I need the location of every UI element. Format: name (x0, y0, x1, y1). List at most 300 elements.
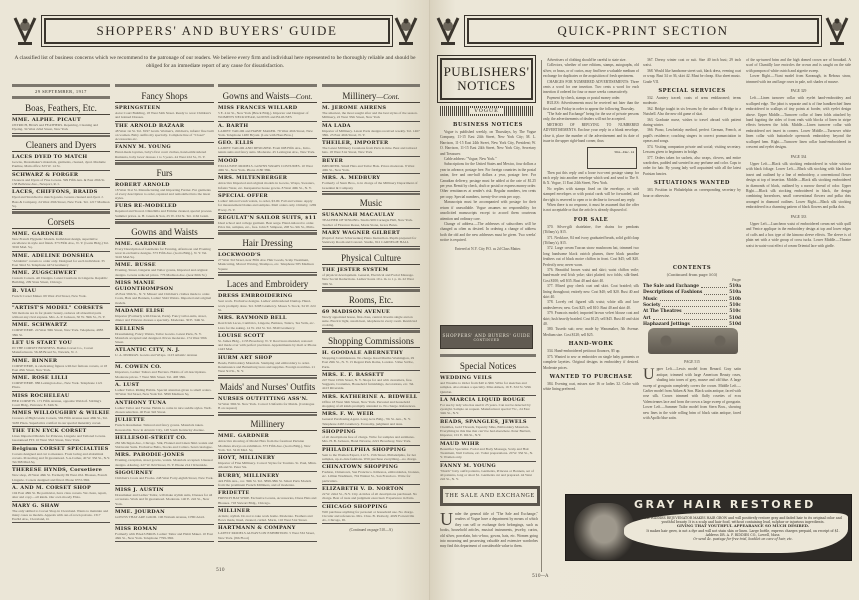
issue-date: 29 SEPTEMBER, 1917 (35, 89, 87, 94)
category-heading (218, 417, 317, 431)
listing-detail: Hand-made layettes, baby's first court clothes, hand-embroidered Rumania, baby laces' dresses 1 to 3 years. 44 West 22d St., N. Y. (115, 150, 207, 159)
description-text: Upper Left.—Black silk stocking embroidered in white wisteria with black foliage. Lower Left.—Black silk stocking with black lace insert and outlined by a line of embroidery, a conventional flower design at top of insertion. Middle.—Black silk stocking embroidered in diamonds of black, outlined by a narrow thread of color. Upper Right.—Black silk stocking embroidered in black, the design combining horseshoes, small conventional flowers and polka dots arranged in diamond outlines. Lower Right.—Black silk stocking embroidered in a charming pattern of black flowers and polka dots. (746, 161, 851, 210)
listing-entry (12, 171, 110, 189)
listing-detail: Children's Coats and Frocks. 248 West Forty-eighth Street, New York. (115, 475, 214, 480)
services-column (643, 58, 741, 199)
listing-detail: 27 West 3rd Street, near Fifth Ave. Hair Goods, Scalp Treatment, Manicuring, Marcel Waving, Shampoo, etc. Telephone 585 Madison Square (218, 257, 314, 271)
section-heading: FOR SALE (573, 216, 609, 223)
description-text: Upper Left.—Luncheon waist of embroidered cream net with quill and Venice applique in the embroidery design at top and lower edges of cuffs and a box type of the kimono sleeve effects. The sleeve is of plain net with a wide group of cross tucks. Lower Middle.—Theatre waist in waist-coat effect of cream Oriental lace with girdle. (746, 221, 851, 248)
category-heading (115, 225, 214, 239)
page-header (44, 18, 390, 44)
listing-detail: 282 Michigan Ave., Chicago. Silk, Flannel and Linen Shirt-waists and Shirtwaist Suits. Exclusive Belts, Stocks and Collars. Send catalogue. (115, 440, 214, 450)
category-title: Music (359, 198, 383, 209)
listing-entry (322, 229, 420, 247)
numbered-ad: 375. Wanted to sew or embroider on single baby garments or complete layettes. Original designs in embroidery if desired. Moderate prices. (543, 354, 639, 370)
listing-entry (115, 104, 214, 122)
dot-leader (660, 297, 727, 301)
listing-entry (322, 485, 420, 503)
listing-name: GEO. ELLIS (218, 140, 254, 147)
listing-detail: The Latest Millinery Creations from Paris in time. Best and tailored hats. 18 West 31st Street, New York (322, 146, 417, 155)
listing-detail: Ladies' Tailor and Furrier. Habits to come in nice saddle styles. Well-chosen selection. 40 East 32d Street. (115, 405, 212, 414)
listing-entry (12, 374, 110, 392)
listing-detail: Dressmaker and Ladies' Tailor, will make stylish suits, Dresses for all occasions. Work and fit guaranteed. Moderate. 140 E. 22d St., New York. (115, 492, 213, 506)
notice-paragraph: Change of address.—The addresses of subscribers will be changed as often as desired. In ordering a change of address both the old and the new addresses must be given. Two weeks' notice is required. (440, 221, 536, 243)
listing-entry (322, 349, 420, 371)
category-heading (218, 380, 317, 394)
listing-detail: Chenilles, Gold Threads, Tapestry Silks, Embroidery Materials. Everything in this line that can't be had elsewhere. Peter Bertlett, Importer, 101 E. 9th St., N.Y. (440, 424, 531, 438)
listing-entry (440, 374, 536, 396)
shoppers-guide-continued-box (440, 325, 533, 349)
descriptions-column (746, 58, 851, 249)
listing-name: HELLESOE-STREIT CO. (115, 434, 187, 441)
page-label: Page (731, 278, 741, 283)
category-title: Furs (156, 167, 173, 178)
listing-name: MOOD (218, 157, 238, 164)
listing-entry (12, 502, 110, 524)
divider (12, 135, 110, 138)
listing-entry (440, 440, 536, 462)
listing-detail: HER CORSETS. 171 Fifth Avenue, opposite Waldorf. Stirling's Court Bldg., Entrance E. 34th St. (12, 398, 102, 408)
listing-name: HURM ART SHOP (218, 354, 273, 361)
listing-name: A. BARTH (218, 122, 249, 129)
contents-label: Music (643, 296, 658, 302)
category-heading: Special Notices (440, 359, 536, 373)
listing-detail: IMPORTER. Small Hats and Tailor Hats. Prices moderate. 8 West 40th St., New York. (322, 163, 415, 173)
category-title: Millinery (342, 91, 377, 101)
listing-entry (218, 432, 317, 454)
contents-page: 510c (729, 309, 741, 315)
notice-paragraph: Cable address: "Vogue, New York." (444, 157, 497, 162)
listing-entry (115, 240, 214, 262)
listing-name: FANNY M. YOUNG (115, 144, 171, 151)
listing-detail: Real Irish Laces, Cambrics, Lingerie, Batistes, Tunics, Tea Veils, etc. Lists for the asking. 14 W. 22d St. Tel. 3840 Gramercy. (218, 321, 315, 330)
column-rule (541, 492, 542, 572)
listing-entry (115, 434, 214, 452)
category-title: Hair Dressing (242, 237, 293, 248)
vogue-emblem-icon (436, 14, 460, 48)
guide-column-2 (115, 82, 214, 542)
vogue-emblem-icon (825, 14, 849, 48)
listing-name: MME. ALPHE. PICAUT (12, 117, 81, 123)
fashion-text: pper Left.—Lewis model from Renard. Gray satin antique, trimmed with large American Beauty roses, shading into tones of grey, mauve and old blue. A large sweep of grosgrain completely covers the crown. Middle Left.—Carlier model from Aitken & Son. Black satin antique, faced with rose silk. Crown trimmed with fluffy rosettes of ecru Valenciennes lace and from the crown a large sweep of grosgrain. Lower Left.—Summer Tailor model from Stern Bros., showing new lines in the wide rolling brim of black satin antique, faced with Apollo blue satin. (643, 367, 741, 421)
divider (322, 84, 420, 87)
numbered-ad: 372. Large cream Tuscan straw mushroom hat, trimmed two long handsome black ostrich plumes, three black paradise feathers out of black moire chiffon in front. Cost $45; sell $20. Perfectly new; never worn. (543, 246, 639, 267)
listing-name: MRS. RAYMOND BELL (218, 315, 287, 322)
listing-entry (12, 116, 110, 134)
listing-entry (115, 399, 214, 417)
listing-name: MISS J. AUSTIN (115, 486, 164, 493)
listing-detail: CORSETIERE. 886 Lexington Ave., New York. Telephone 1121 Plaza. (12, 381, 103, 390)
listing-name: THERESE HYNDS, Corsetiere (12, 467, 103, 474)
listing-name: MRS. A. MEDBURY (322, 175, 381, 182)
listing-detail: Cleaners and Dyers of Fine Gowns. 599 Fifth Ave. & East 28th St. 138 Bellevue Ave., Newport, R. I. (12, 177, 106, 186)
box-title: THE SALE AND EXCHANGE (445, 493, 535, 499)
listing-entry (218, 332, 317, 354)
divider (115, 221, 214, 224)
divider (322, 193, 420, 196)
listing-entry (440, 462, 536, 482)
listing-name: SPECIAL OFFER (218, 192, 268, 199)
contents-label: Descriptions of Fashions (643, 290, 703, 296)
page-title: SHOPPERS' AND BUYERS' GUIDE (96, 23, 338, 38)
listing-detail: 104 East 48th St. Be particular, have class corsets. We clean, repair, alter and copy—all kinds. Our own moody Elsia. (12, 490, 107, 500)
guide-column-4 (322, 82, 420, 534)
listing-detail: Will purchase anything for personal or household use. No charge. Circular and references. Mrs. Chas. B. Peabody, 4029 Forrestville Av., Chicago, Ill. (322, 509, 415, 523)
listing-name: FURS RE-MODELED (115, 203, 177, 210)
listing-name: SIGOURNEY (115, 469, 153, 476)
listing-entry (12, 321, 110, 339)
listing-entry (12, 287, 110, 304)
listing-entry (115, 381, 214, 399)
listing-detail: Attractive Imported and original models in Gowns, Wraps, Sweaters, Infants' Wear, etc. Inexpensive house gowns. 8 West 49th St., N. Y. (218, 181, 315, 190)
exchange-paragraph: "The Sale and Exchange" being for the use of private persons only, the advertisements of dealers will not be accepted. (543, 112, 639, 122)
listing-entry (12, 484, 110, 502)
listing-name: JULIETTE (115, 417, 145, 424)
contents-label: Society (643, 303, 661, 309)
listing-detail: Beads, Embroidery Materials. Stamping and embroidery to order. Renaissance and Battenburg laces and supplies. Foreign novelties. 21 West 3rd St., N. Y. (218, 360, 316, 374)
numbered-ad: 383. Position in Philadelphia as corresponding secretary by hour or otherwise. (643, 188, 741, 198)
listing-entry (322, 157, 420, 175)
listing-entry (322, 446, 420, 464)
listing-detail: St. James Bldg., 1133 Broadway, N. Y. Real laces mended, restored and made over with perfect precision. Appointments by mail or Phone 1443 Mad. (218, 338, 317, 352)
ad-text: Or send 4c. postage for free trial, booklet on care of hair, etc. (693, 537, 793, 542)
listing-entry (218, 472, 317, 490)
numbered-ad: 377. Orders taken for sachets, also wraps, clovers, and entire wardrobes, padded and scented in any perfume and color. Caps to order for hair. By young lady well acquainted with all the latest Parisian fancies. (643, 155, 741, 176)
exchange-paragraph: No replies with stamps fixed on the envelope, or with stamped envelopes or with postal cards will be forwarded, and the right is reserved to open or to decline to forward any reply. (543, 186, 639, 202)
listing-detail: of physical development. General, Electrical and Facial Massage. New Social Reductions. Ladies' hours 10 a. m. to 1 p. m. 22 West 39th St. (322, 273, 414, 286)
listing-detail: Repaired and Stored. Chinchilla and Ermine cleaned, special process. Summer prices. A. H. Green & Son, 25 W. 23d St. Tel. 1162 Gram. (115, 209, 213, 218)
listing-name: MRS. F. W. WEIR (322, 411, 374, 418)
category-heading (12, 101, 110, 115)
sale-exchange-intro (440, 509, 538, 550)
listing-name: MARY G. SHAW (12, 502, 60, 509)
ad-text: It makes hair grow, is not a dye and will not stain skin or linen. Large bottle, express charges prepaid, on receipt of $1. (646, 528, 840, 533)
listing-entry (115, 122, 214, 144)
listing-name: THE ARNOLD BAZAAR (115, 122, 185, 129)
listing-detail: Importer of Fine Millinery. Correct Styles for Tourists. St. Paul, Minn. 4th and St. Peter Sts. (218, 461, 317, 470)
contents-page: 510b (729, 296, 741, 302)
divider (12, 84, 110, 87)
listing-name: CHINATOWN SHOPPING (322, 464, 399, 471)
dot-leader (684, 309, 728, 313)
listing-detail: 5 E. 41st St., New York (Bruck Bldg.). Importer and Designer of WOMEN'S NECKWEAR, GOWNS and BLOUSES (218, 111, 309, 120)
listing-name: HOYT, MILLINERY (218, 455, 275, 462)
contents-page: 510a (729, 283, 741, 289)
section-heading: SPECIAL SERVICES (658, 88, 726, 95)
listing-name: MRS. E. F. BASSETT (322, 371, 385, 378)
listing-name: MME. BUSSE (115, 262, 156, 269)
listing-entry (218, 157, 317, 175)
numbered-ad: 377. Mixed gray check coat and skirt. Coat braided; silk lining throughout; entirely new. Cost $40; sell $20. Bust 40 and skirt 40. (543, 284, 639, 300)
listing-detail: Dyed and Stretched to match gowns. Gowns cleaned and dyed. J. Bass & Company, 24 West 29th Street, New York. Tel. 1217 Madison Sq. (12, 195, 110, 208)
description-text: Left.—Linen turnover collar with eyelet hand-embroidery and scalloped edge. The jabot is separate and is of fine handkerchief linen embroidered in scallops of tiny points at border, with eyelet design above. Upper Middle.—Turnover collar of linen folds attached by hand fagoting the sides of front ends with blocks of linen in stripe effects between the folds. Middle.—Linen turnover collar with embroidered net insert in corners. Lower Middle.—Turnover white linen collar with buttonhole openwork embroidery beyond the scalloped hem. Right.—Turnover linen collar hand-embroidered in crescent and eyelet designs. (746, 96, 851, 150)
listing-detail: Ideal school and college garment. Best serge. Hand-tailored to order. Price list, samples, etc., free. John F. Simpson, 208 So. 9th St., Phila. (218, 220, 315, 230)
publishers-notices-title (440, 58, 533, 100)
listing-entry (218, 489, 317, 507)
listing-detail: Shopping Commissions. No charge. Read Martha Washington, 29 East 29th St., N. Y. 15 Regent Park Rome, London. 5 Rue Scribe, Paris. (322, 355, 415, 369)
listing-entry (322, 139, 420, 157)
contents-page: 510d (729, 315, 741, 321)
listing-detail: of all descriptions free of charge. Write for samples and estimates. Mrs. H. B. Jackson, Hotel Navarre, 2221 Broadway, New York. (322, 434, 415, 444)
category-heading (322, 196, 420, 210)
numbered-ad: 380. Tuxedo suit; new; made by Wanamaker, 5th Avenue. Medium size. Cost $120; sell $25. (543, 327, 639, 337)
listing-entry (115, 486, 214, 508)
listing-detail: French Corset Maker. 69 West 45d Street, New York. (12, 293, 87, 298)
listing-entry (12, 230, 110, 252)
listing-name: MME. GARDNER (218, 433, 270, 440)
divider (218, 84, 317, 87)
listing-entry (322, 371, 420, 393)
business-notices (440, 119, 536, 252)
category-title: Rooms, Etc. (348, 294, 394, 305)
section-heading: SITUATIONS WANTED (653, 180, 730, 187)
box-title: SHOPPERS' AND BUYERS' GUIDE (442, 332, 531, 338)
exchange-paragraph: RULES: Advertisements must be received not later than the first mail on Friday in order to appear the following Thursday. (543, 101, 639, 111)
contents-page: 510d (729, 322, 741, 328)
ad-body (624, 513, 848, 553)
divider (322, 330, 420, 333)
listing-detail: FRENCH HAT SHOP. Exclusive Gowns, Accessories, Dress Hats and Blouses. 718 Stewart Bldg., Chicago. (218, 496, 317, 505)
listing-name: BEADS, SPANGLES, JEWELS (440, 418, 527, 425)
listing-detail: "Dutch" baby outfit patterns, Garments, Princess or Bonnets, set of all patterns, long or short $1. Garments cut and prepared. 44 West 22d St., N. Y. (440, 468, 534, 482)
listing-entry (12, 357, 110, 375)
listing-entry (218, 524, 317, 542)
listing-detail: The only skilled to Corset Shop in Cleveland. Wants to maintain and many cases as models. Appeals with out-of-town patrons. 1317 Euclid Ave., Cleveland, O. (12, 508, 109, 522)
listing-name: M. COWEN CO. (115, 364, 162, 371)
vogue-emblem-icon (13, 14, 37, 48)
listing-detail: 424 Fifth Ave., cor. 39th St. Tel. 3899-38th St. Smart Paris Models from the prominent French Milliners, and of moderate. (218, 478, 312, 487)
listing-detail: Every Description of Garments for Evening, Afternoon and Evening wear in exclusive designs. 373 Fifth Ave. (Gotta Bldg.), N. Y. Tel. 3416 Mad.Sq. (115, 246, 211, 260)
title-line: PUBLISHERS' (443, 64, 530, 79)
listing-detail: 18 West 31st St. Manufacturing and Importing Furrier. Fur garments of every description to order, repaired and remodelled into the latest styles. (115, 187, 211, 201)
listing-name: SCHWARZ & FORGER (12, 171, 79, 178)
listing-detail: 247 West 105th Street, N. Y. Shops for and with customers, free. Suggests, Costumes, Household furnishings, decorations, etc. Tel. 4413 Riverside. (322, 377, 415, 391)
exchange-paragraph: CHARGES FOR NUMBERED ADVERTISEMENTS: Three cents a word for one insertion. Two cents a word for each insertion if ordered for four or more weeks consecutively. (543, 79, 639, 95)
listing-name: ANTHONY TUNA (115, 399, 167, 406)
category-title: Maids' and Nurses' Outfits (219, 382, 316, 393)
listing-name: PHILADELPHIA SHOPPING (322, 446, 407, 453)
category-heading (322, 251, 420, 265)
contents-label: Art (643, 315, 651, 321)
intro-text: A classified list of business concerns which we recommend to the patronage of our readers. We believe every firm and individual here represented to be thoroughly reliable and should be obliged for an immediate report of any cause for dissatisfaction. (14, 55, 416, 69)
listing-name: MME. ZUGSCHWERT (12, 270, 77, 277)
listing-entry (218, 251, 317, 273)
exchange-paragraph: Advertisers of clothing should be careful to state size. (547, 58, 627, 62)
category-title: Cleaners and Dyers (25, 140, 97, 151)
listing-detail: New shop, 20 West 46th St. Formerly 69 West 45d. Blouses, French Lingerie. Corsets designed and fitted. Phone 6372-38th (12, 473, 108, 482)
listing-detail: Ladies' Tailor. Riding Habits. Special attention given to small orders. 30 West 3rd Street, New York Tel. 5899 Madison Sq. (115, 388, 212, 397)
ad-headline: GRAY HAIR RESTORED (634, 498, 816, 511)
listing-name: 69 MADISON AVENUE (322, 308, 391, 315)
numbered-ad: 374. Visiting companion private and social; visiting secretary. Lessons given to beginners in bridge. (643, 144, 741, 155)
continued-note: (Continued on page 510—A) (349, 528, 393, 533)
listing-detail: Importers, Ladies' Tailors and Furriers. Habits of all descriptions. Moderate prices. 7 West 36th Street. Tel. 408 38th. (115, 370, 207, 379)
listing-name: MME. SCHWARTZ (12, 322, 68, 329)
category-heading (115, 166, 214, 180)
page-reference: PAGE 329 (790, 89, 807, 94)
numbered-ad: 366. Piano, Leschetizky method, perfect German, French, at pupil's residence; coaching singers in correct pronunciation in operas and songs. (643, 128, 741, 144)
listing-name: ROBERT ARNOLD (115, 181, 170, 188)
exchange-paragraph: When there is no response, it must be assumed that the offer is not acceptable or that the article is already disposed of. (543, 202, 639, 213)
listing-name: Belgium CORSET SPECIALTIES (12, 445, 109, 452)
listing-entry (115, 181, 214, 203)
category-heading (115, 89, 214, 103)
listing-name: LET US START YOU (12, 339, 73, 346)
listing-detail: CORSETIERE, is celebrating figures with her famous corsets, at 18 East 45th Street, New York. (12, 363, 108, 372)
listing-name: MME. GARDNER (115, 240, 167, 247)
listing-name: B. VIAU (12, 287, 37, 294)
divider (12, 96, 110, 99)
listing-name: KELLENS (115, 325, 145, 332)
listing-detail: Creators of High Grade Corsets, 584 Fifth Avenue near 48th St., Tel. 3438 Plaza. Superlative comfort in our special maternity corset. (12, 416, 108, 425)
category-title: Physical Culture (341, 253, 401, 264)
numbered-ad: 384. Evening coat, misses size 16 or ladies 32. Color with white lining preferred. (543, 381, 639, 392)
business-paragraphs (440, 130, 536, 244)
listing-name: MME. GARDNER (12, 230, 64, 237)
listing-entry (12, 392, 110, 410)
listing-entry (12, 153, 110, 171)
listing-detail: and Wreaths to Order from $40 to $60. Write for sketches and samples. Also makes a specialty. Miss Aitken, 16 E. 32d St. With Quinlan. (440, 381, 532, 394)
continued-label: —Cont. (376, 92, 400, 101)
listing-detail: Importer (Formerly with Doucet, Paris). Fancy tailor-suits, street, dinner and Princess dresses a specialty. Moderate. 30 E. 34th St. (115, 313, 207, 323)
contents-page: 510c (729, 303, 741, 309)
listing-name: SPRINGSTEEN (115, 105, 161, 111)
listing-name: MME. BINNER (12, 357, 58, 364)
listing-name: MAUD WIHR (440, 440, 480, 447)
dot-leader (662, 303, 727, 307)
listing-detail: Fashion, Chinatown, San Francisco. Kimonos, embroideries, bronzes, etc. Lillian Washburn, 704 Walnut St., San Francisco. Write for particulars. (322, 470, 420, 483)
contents-table (643, 262, 741, 329)
listing-detail: Custom Corsets. All Designs. Latest Creations in Lingerie. Republic Building, 209 State Street, Chicago (12, 276, 108, 285)
dot-leader (704, 290, 727, 294)
listing-entry (322, 211, 420, 229)
listing-entry (115, 325, 214, 347)
sale-exchange-column (543, 58, 639, 393)
listing-entry (322, 122, 420, 140)
numbered-ad: 378. Lovely red figured silk waist; white silk and lace undersleeves; new. Cost $25; sell $10. Bust 40 and skirt 40. (543, 300, 639, 310)
listing-entry (322, 104, 420, 122)
dot-leader (701, 284, 727, 288)
listing-entry (115, 508, 214, 525)
notice-paragraph: Manuscripts must be accompanied with postage for their return if unavailable. Vogue assumes no responsibility for unsolicited manuscripts except to accord them courteous attention and ordinary care. (440, 200, 536, 221)
listing-name: HARTMANN & COMPANY (218, 525, 296, 532)
category-title: Laces and Embroidery (226, 279, 309, 290)
ad-text: DR. RIDDIES REJUVENATOR MAKES HAIR GROW and will positively restore gray and faded hair to its original color and youthful beauty. It is a scalp and hair food, without containing lead, sulphur or injurious ingredients. (644, 516, 842, 525)
contents-subheading: (Continued from page 503) (666, 273, 718, 277)
category-title: Corsets (47, 216, 75, 227)
exchange-paragraph: METHOD OF REPLYING TO NUMBERED ADVERTISEMENTS. Enclose your reply in a blank envelope, close it, place the number of the advertisement and its date of issue in the upper right-hand corner, thus: (543, 122, 639, 144)
listing-name: THE TEN EYCK CORSET (12, 427, 87, 434)
ad-slogan: GIVING THAT YOUTHFUL APPEARANCE SO MUCH DESIRED. (676, 523, 810, 529)
listing-detail: Slit motions are in for plastic beauty, reduces all abnormal parts without any rival express. Mrs. A. P. Jackson, 50 W. 39th St., N. Y. (12, 310, 106, 320)
divider (322, 289, 420, 292)
exchange-paragraph: Then put this reply and a loose two-cent postage stamp for each reply into another envelope which seal and send to The S. & X. Vogue, 11 East 24th Street, New York. (543, 170, 639, 186)
listing-detail: (Pupil of Xaver Scharwenka) Piano Instruction. Pupils prepared for Steinway Room and Concert. Studio, 812 CARNEGIE HALL (322, 236, 417, 245)
listing-detail: New French Hygienic Models. Individual design, superlative excellence in style and finish. 373 Fifth Ave., N. Y. (Gotta Bldg.) Tel. 3016 Mad. Sq. (12, 236, 109, 250)
listing-detail: Attractive showing of Model Hats from the foremost Parisian Modistes always on exhibition. 373 Fifth Ave. (Gotta Bldg.), New York. Tel. 3416 Mad. Sq. (218, 439, 311, 452)
numbered-ad: 362. Bridge taught in six lessons by the author of Bridge in a Nutshell. Also the new old game of skat. (643, 106, 741, 117)
listing-detail: Artistic, stylish. Do not to take work home. Moderate. Feathers and Bows made, lined, cleaned, curled. Marie, 116 West 31st Street. (218, 513, 313, 523)
notice-paragraph: Vogue is published weekly, on Thursdays, by The Vogue Company, 11-15 East 24th Street, New York City; M. L. Harrison, 11-15 East 24th Street, New York City, President; W. O. Harrison, 11-15 East 24th Street, New York City, Secretary and Treasurer. (440, 130, 536, 156)
listing-detail: The smartest, the most sought after and the best styles of the season. Millinery, 22 West 35th Street, New York (322, 111, 418, 120)
contents-heading: CONTENTS (672, 265, 712, 271)
page-title: QUICK-PRINT SECTION (557, 23, 729, 38)
exchange-paragraph: Payment by check, stamps or postal money order. (547, 95, 621, 100)
listing-entry (322, 503, 420, 525)
listing-entry (115, 279, 214, 307)
listing-name: MME. ADELINE DONSHEA (12, 252, 94, 259)
listing-name: MRS. PABODIE-JONES (115, 452, 185, 459)
listing-detail: Seat work. Exclusive designs. Ladies' embroidered Dunlap. Hand-work promptly done. Tel. 3208 Gramercy. Moses S. Stock, 34 W. 22d St. (218, 299, 316, 312)
listing-detail: 48 West 1st St. Tel. 8197 Gram. Women's, children's, infants' fine built on women. Baby outfits my specialty. Complete line of "Closet" Accessories etc. (115, 128, 214, 142)
numbered-ad: 370. Silver-gilt chatelaine, five chains for pendants (Tiffany's), $15. (543, 224, 639, 235)
listing-entry (440, 396, 536, 418)
listing-detail: Corsets designed and cut to measure. Front lacing and abdominal corsets. Protecting and fit guaranteed. S.A.Cather, 40 W. 33d St., N.Y. Tel.368 Mad.Sq. (12, 451, 110, 465)
listing-entry (115, 202, 214, 220)
category-title: Millinery (250, 419, 285, 430)
box-subtitle: CONTINUED (473, 337, 500, 342)
listing-name: MME. JOURDAN (115, 508, 165, 515)
guide-column-1 (12, 82, 110, 523)
category-heading (218, 277, 317, 291)
category-title: Boas, Feathers, Etc. (25, 103, 97, 113)
listing-entry (115, 451, 214, 469)
listing-entry (218, 214, 317, 232)
listing-entry (322, 174, 420, 192)
listing-name: LACES, CHIFFONS, BRAIDS (12, 189, 98, 196)
page-reference: PAGE 334 (790, 154, 807, 159)
continued-label: —Cont. (289, 92, 313, 101)
divider (322, 248, 420, 251)
divider (440, 354, 536, 357)
listing-detail: 45 East 58th St., N. Y. Misses' and Children's clothes made to order. Coats, Hats and Bonnets, Ladies' Shirt Waists. Imported and original models. (115, 292, 212, 305)
category-heading (322, 293, 420, 307)
listing-entry (440, 418, 536, 440)
listing-entry (12, 339, 110, 357)
listing-entry (218, 507, 317, 525)
contents-label: At The Theatres (643, 309, 682, 315)
title-line: NOTICES (457, 78, 516, 93)
listing-name: BURBY, MILLINERY (218, 472, 280, 479)
divider (218, 414, 317, 417)
listing-entry (322, 393, 420, 411)
page-number: 510 (216, 568, 225, 573)
fashion-descriptions (643, 360, 741, 421)
numbered-ad: 367. Dressy winter coat or suit. Size 40 inch bust; 29 inch waist. (643, 58, 741, 68)
listing-detail: Astor Court Building, 18 West 34th Street. Ready to wear Children's and Ginned Dresses. (115, 111, 211, 120)
listing-name: NURSES OUTFITTING ASS'N. (218, 396, 309, 403)
listing-name: THE JESTER SYSTEM (322, 267, 389, 274)
column-rule (541, 60, 542, 515)
listing-entry (218, 292, 317, 314)
listing-entry (322, 266, 420, 288)
listing-name: LOCKWOOD'S (218, 251, 261, 258)
listing-detail: Formerly of Stern Bros., is in charge of the Millinery Department of Greenhut & Company (322, 181, 418, 190)
gray-hair-advertisement (565, 494, 852, 561)
listing-entry (12, 304, 110, 322)
numbered-ad: 368. Would like handsome street suit, black dress, evening coat or wrap. Bust 34 or 36, skirt 42. Must be cheap. Also sheet music. Grade VII. (643, 68, 741, 84)
category-title: Shopping Commissions (328, 335, 414, 346)
listing-entry (218, 139, 317, 157)
listing-detail: LADIES' TAILOR AND DESIGNER. From 608 Fifth Ave., Intro. tennis suits and fancy suits. Moderate. 45 Lexington Ave., New York. (218, 146, 316, 155)
listing-entry (218, 354, 317, 376)
listing-name: FRIDETTE (218, 490, 250, 497)
listing-detail: For use by lady who has used it 25 years. Can not be detected by eyesight. Sample on request. Manufacturer special 75c., 24 East 34th St., N.Y. (440, 402, 531, 416)
divider (218, 377, 317, 380)
listing-entry (218, 122, 317, 140)
listing-name: A. AND M. CORSET SHOP (12, 484, 92, 491)
numbered-ad: 334. Hand-embroidered petticoat flounces, $5 up. (547, 349, 621, 354)
